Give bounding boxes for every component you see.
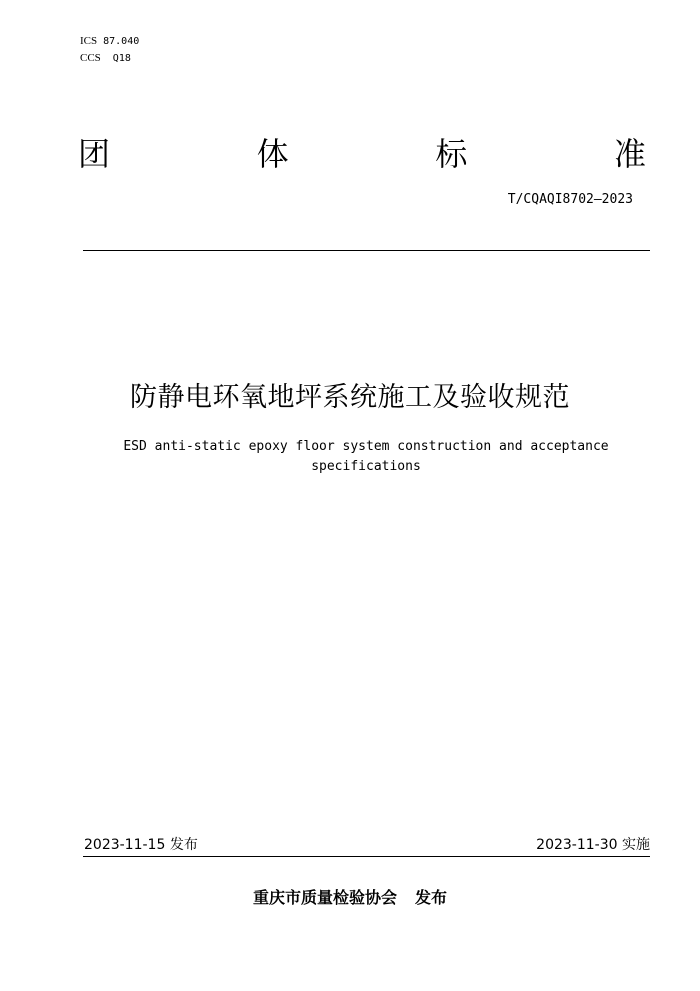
implementation-date-line — [536, 836, 650, 854]
ccs-row — [80, 50, 139, 67]
classification-codes — [80, 33, 139, 67]
standard-type-char: 标 — [435, 135, 468, 173]
document-title-chinese: 防静电环氧地坪系统施工及验收规范 — [130, 382, 570, 413]
implementation-label: 实施 — [622, 837, 650, 853]
ics-label: ICS — [80, 35, 98, 47]
standard-number: T/CQAQI8702—2023 — [507, 192, 633, 207]
issue-date: 2023-11-15 — [84, 837, 166, 853]
issue-date-line — [84, 836, 198, 854]
issue-label: 发布 — [169, 837, 198, 853]
publisher-action: 发布 — [415, 888, 448, 907]
ccs-code: Q18 — [112, 53, 131, 64]
header-divider — [83, 250, 650, 251]
standard-type-char: 体 — [256, 135, 289, 173]
publisher-name: 重庆市质量检验协会 — [252, 888, 397, 907]
ccs-label: CCS — [80, 52, 101, 64]
ics-row — [80, 33, 139, 50]
standard-type-char: 团 — [78, 135, 111, 173]
document-title-english: ESD anti-static epoxy floor system construction and acceptance specifications — [123, 439, 609, 474]
standard-type-char: 准 — [613, 135, 646, 173]
implementation-date: 2023-11-30 — [536, 837, 618, 853]
publisher-line — [0, 887, 700, 909]
footer-divider — [83, 856, 650, 857]
standard-type-heading — [78, 134, 646, 174]
ics-code: 87.040 — [103, 36, 140, 47]
